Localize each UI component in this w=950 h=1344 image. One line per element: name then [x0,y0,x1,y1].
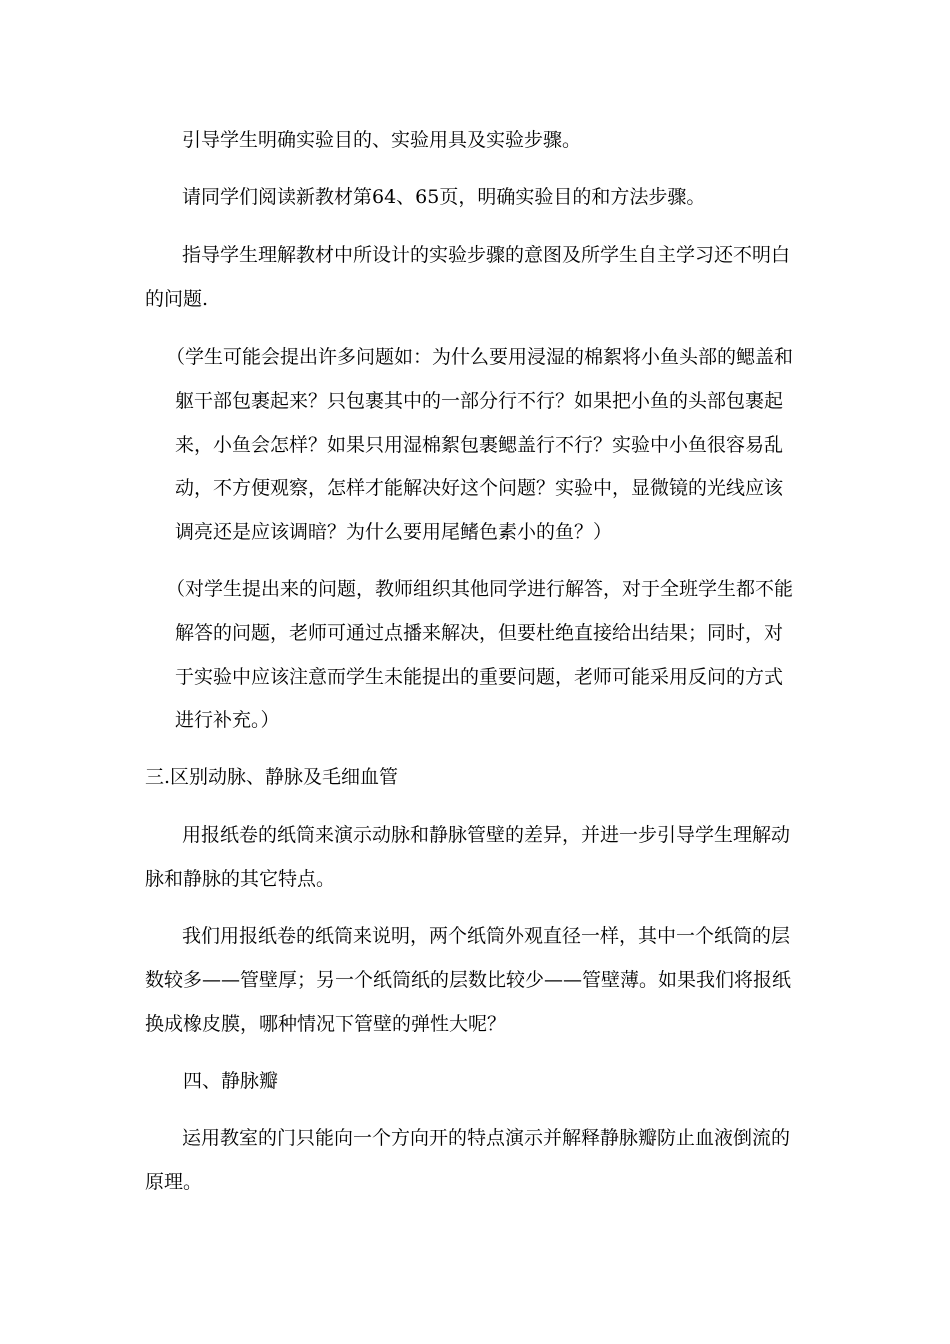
student-questions-line-2: 躯干部包裹起来？只包裹其中的一部分行不行？如果把小鱼的头部包裹起 [175,390,784,412]
paragraph-guide-understanding-line-2: 的问题. [145,288,209,310]
student-questions-line-5: 调亮还是应该调暗？为什么要用尾鳍色素小的鱼？） [175,521,613,543]
paragraph-guide-understanding-line-1: 指导学生理解教材中所设计的实验步骤的意图及所学生自主学习还不明白 [182,244,791,266]
paragraph-paper-tube-line-3: 换成橡皮膜，哪种情况下管壁的弹性大呢？ [145,1013,507,1035]
section-heading-three: 三.区别动脉、静脉及毛细血管 [145,766,399,788]
paragraph-newspaper-demo-line-2: 脉和静脉的其它特点。 [145,868,336,890]
paragraph-read-textbook: 请同学们阅读新教材第64、65页，明确实验目的和方法步骤。 [182,186,706,208]
paragraph-venous-valve-line-2: 原理。 [145,1171,203,1193]
paragraph-venous-valve-line-1: 运用教室的门只能向一个方向开的特点演示并解释静脉瓣防止血液倒流的 [182,1127,791,1149]
teacher-response-line-1: （对学生提出来的问题，教师组织其他同学进行解答，对于全班学生都不能 [166,578,794,600]
paragraph-paper-tube-line-2: 数较多——管壁厚；另一个纸筒纸的层数比较少——管壁薄。如果我们将报纸 [145,969,792,991]
student-questions-line-4: 动，不方便观察，怎样才能解决好这个问题？实验中，显微镜的光线应该 [175,477,784,499]
teacher-response-line-4: 进行补充。） [175,709,280,731]
student-questions-line-3: 来，小鱼会怎样？如果只用湿棉絮包裹鳃盖行不行？实验中小鱼很容易乱 [175,434,784,456]
paragraph-paper-tube-line-1: 我们用报纸卷的纸筒来说明，两个纸筒外观直径一样，其中一个纸筒的层 [182,925,791,947]
teacher-response-line-2: 解答的问题，老师可通过点播来解决，但要杜绝直接给出结果；同时，对 [175,622,784,644]
student-questions-line-1: （学生可能会提出许多问题如：为什么要用浸湿的棉絮将小鱼头部的鳃盖和 [166,346,794,368]
section-heading-four: 四、静脉瓣 [183,1070,279,1092]
teacher-response-line-3: 于实验中应该注意而学生未能提出的重要问题，老师可能采用反问的方式 [175,666,784,688]
paragraph-guide-objectives: 引导学生明确实验目的、实验用具及实验步骤。 [182,129,582,151]
paragraph-newspaper-demo-line-1: 用报纸卷的纸筒来演示动脉和静脉管壁的差异，并进一步引导学生理解动 [182,824,791,846]
